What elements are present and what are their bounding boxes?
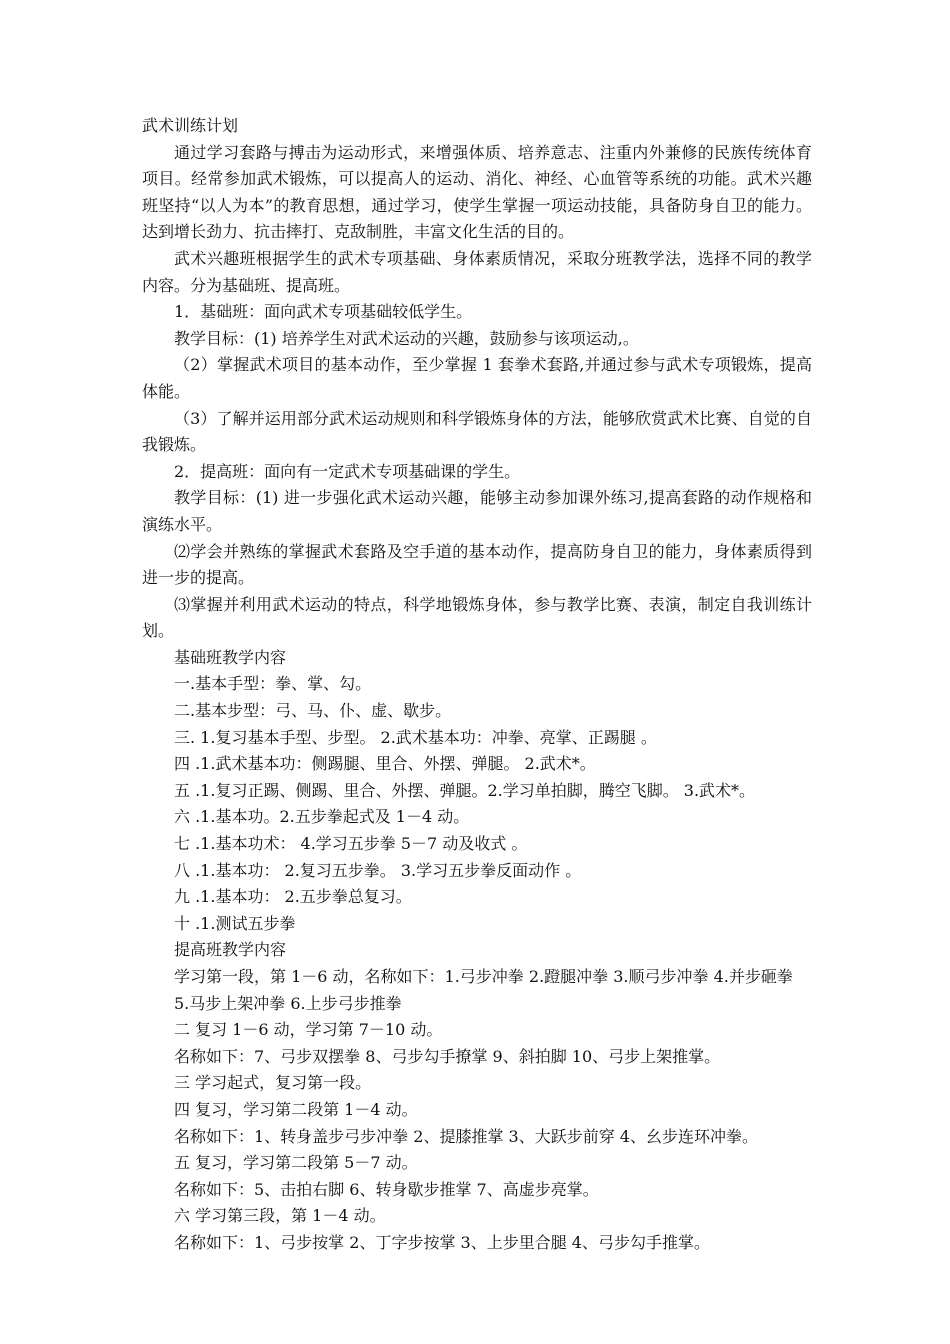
advanced-content-item: 5.马步上架冲拳 6.上步弓步推拳: [174, 993, 402, 1013]
basic-class-goal-2: （2）掌握武术项目的基本动作，至少掌握 1 套拳术套路,并通过参与武术专项锻炼，提高体能。: [142, 355, 812, 401]
advanced-content-item: 学习第一段，第 1－6 动，名称如下：1.弓步冲拳 2.蹬腿冲拳 3.顺弓步冲拳 4.并步砸拳: [174, 967, 793, 986]
advanced-content-item: 六 学习第三段，第 1－4 动。: [174, 1206, 386, 1226]
advanced-content-item: 名称如下：1、弓步按掌 2、丁字步按掌 3、上步里合腿 4、弓步勾手推掌。: [174, 1232, 710, 1252]
advanced-content-item: 三 学习起式，复习第一段。: [174, 1073, 372, 1093]
document-body: [142, 113, 812, 1257]
advanced-class-heading: 2．提高班：面向有一定武术专项基础课的学生。: [174, 461, 521, 481]
basic-content-heading: 基础班教学内容: [174, 647, 287, 667]
basic-content-item: 二.基本步型：弓、马、仆、虚、歇步。: [174, 701, 452, 721]
basic-class-heading: 1．基础班：面向武术专项基础较低学生。: [174, 302, 473, 322]
advanced-content-item: 名称如下：7、弓步双摆拳 8、弓步勾手撩掌 9、斜拍脚 10、弓步上架推掌。: [174, 1046, 721, 1066]
basic-content-item: 十 .1.测试五步拳: [174, 913, 296, 933]
intro-paragraph-1: 通过学习套路与搏击为运动形式，来增强体质、培养意志、注重内外兼修的民族传统体育项目。经常参加武术锻炼，可以提高人的运动、消化、神经、心血管等系统的功能。武术兴趣班坚持“以人为本”的教育思想，通过学习，使学生掌握一项运动技能，具备防身自卫的能力。达到增长劲力、抗击摔打、克敌制胜，丰富文化生活的目的。: [142, 142, 812, 242]
advanced-content-item: 五 复习，学习第二段第 5－7 动。: [174, 1153, 418, 1173]
basic-content-item: 九 .1.基本功： 2.五步拳总复习。: [174, 887, 412, 907]
basic-class-goal-1: 教学目标：(1) 培养学生对武术运动的兴趣，鼓励参与该项运动,。: [174, 328, 639, 348]
advanced-content-item: 二 复习 1－6 动，学习第 7－10 动。: [174, 1020, 443, 1040]
basic-class-goal-3: （3）了解并运用部分武术运动规则和科学锻炼身体的方法，能够欣赏武术比赛、自觉的自我锻炼。: [142, 408, 812, 455]
advanced-content-item: 名称如下：5、击拍右脚 6、转身歇步推掌 7、高虚步亮掌。: [174, 1179, 599, 1199]
advanced-content-item: 四 复习，学习第二段第 1－4 动。: [174, 1099, 418, 1119]
advanced-content-heading: 提高班教学内容: [174, 940, 287, 960]
document-title: 武术训练计划: [142, 116, 239, 135]
basic-content-item: 一.基本手型：拳、掌、勾。: [174, 674, 372, 694]
intro-paragraph-2: 武术兴趣班根据学生的武术专项基础、身体素质情况，采取分班教学法，选择不同的教学内容。分为基础班、提高班。: [142, 248, 812, 295]
advanced-content-item: 名称如下：1、转身盖步弓步冲拳 2、提膝推掌 3、大跃步前穿 4、幺步连环冲拳。: [174, 1126, 758, 1146]
basic-content-item: 五 .1.复习正踢、侧踢、里合、外摆、弹腿。2.学习单拍脚，腾空飞脚。 3.武术*。: [174, 780, 756, 800]
advanced-class-goal-2: ⑵学会并熟练的掌握武术套路及空手道的基本动作，提高防身自卫的能力，身体素质得到进一步的提高。: [142, 541, 812, 588]
basic-content-item: 八 .1.基本功： 2.复习五步拳。 3.学习五步拳反面动作 。: [174, 860, 582, 880]
advanced-class-goal-1: 教学目标：(1) 进一步强化武术运动兴趣，能够主动参加课外练习,提高套路的动作规格和演练水平。: [142, 488, 812, 534]
advanced-class-goal-3: ⑶掌握并利用武术运动的特点，科学地锻炼身体，参与教学比赛、表演，制定自我训练计划。: [142, 594, 812, 641]
basic-content-item: 六 .1.基本功。2.五步拳起式及 1－4 动。: [174, 807, 470, 827]
basic-content-item: 三. 1.复习基本手型、步型。 2.武术基本功：冲拳、亮掌、正踢腿 。: [174, 727, 657, 747]
basic-content-item: 七 .1.基本功术： 4.学习五步拳 5－7 动及收式 。: [174, 834, 528, 854]
basic-content-item: 四 .1.武术基本功：侧踢腿、里合、外摆、弹腿。 2.武术*。: [174, 754, 596, 774]
